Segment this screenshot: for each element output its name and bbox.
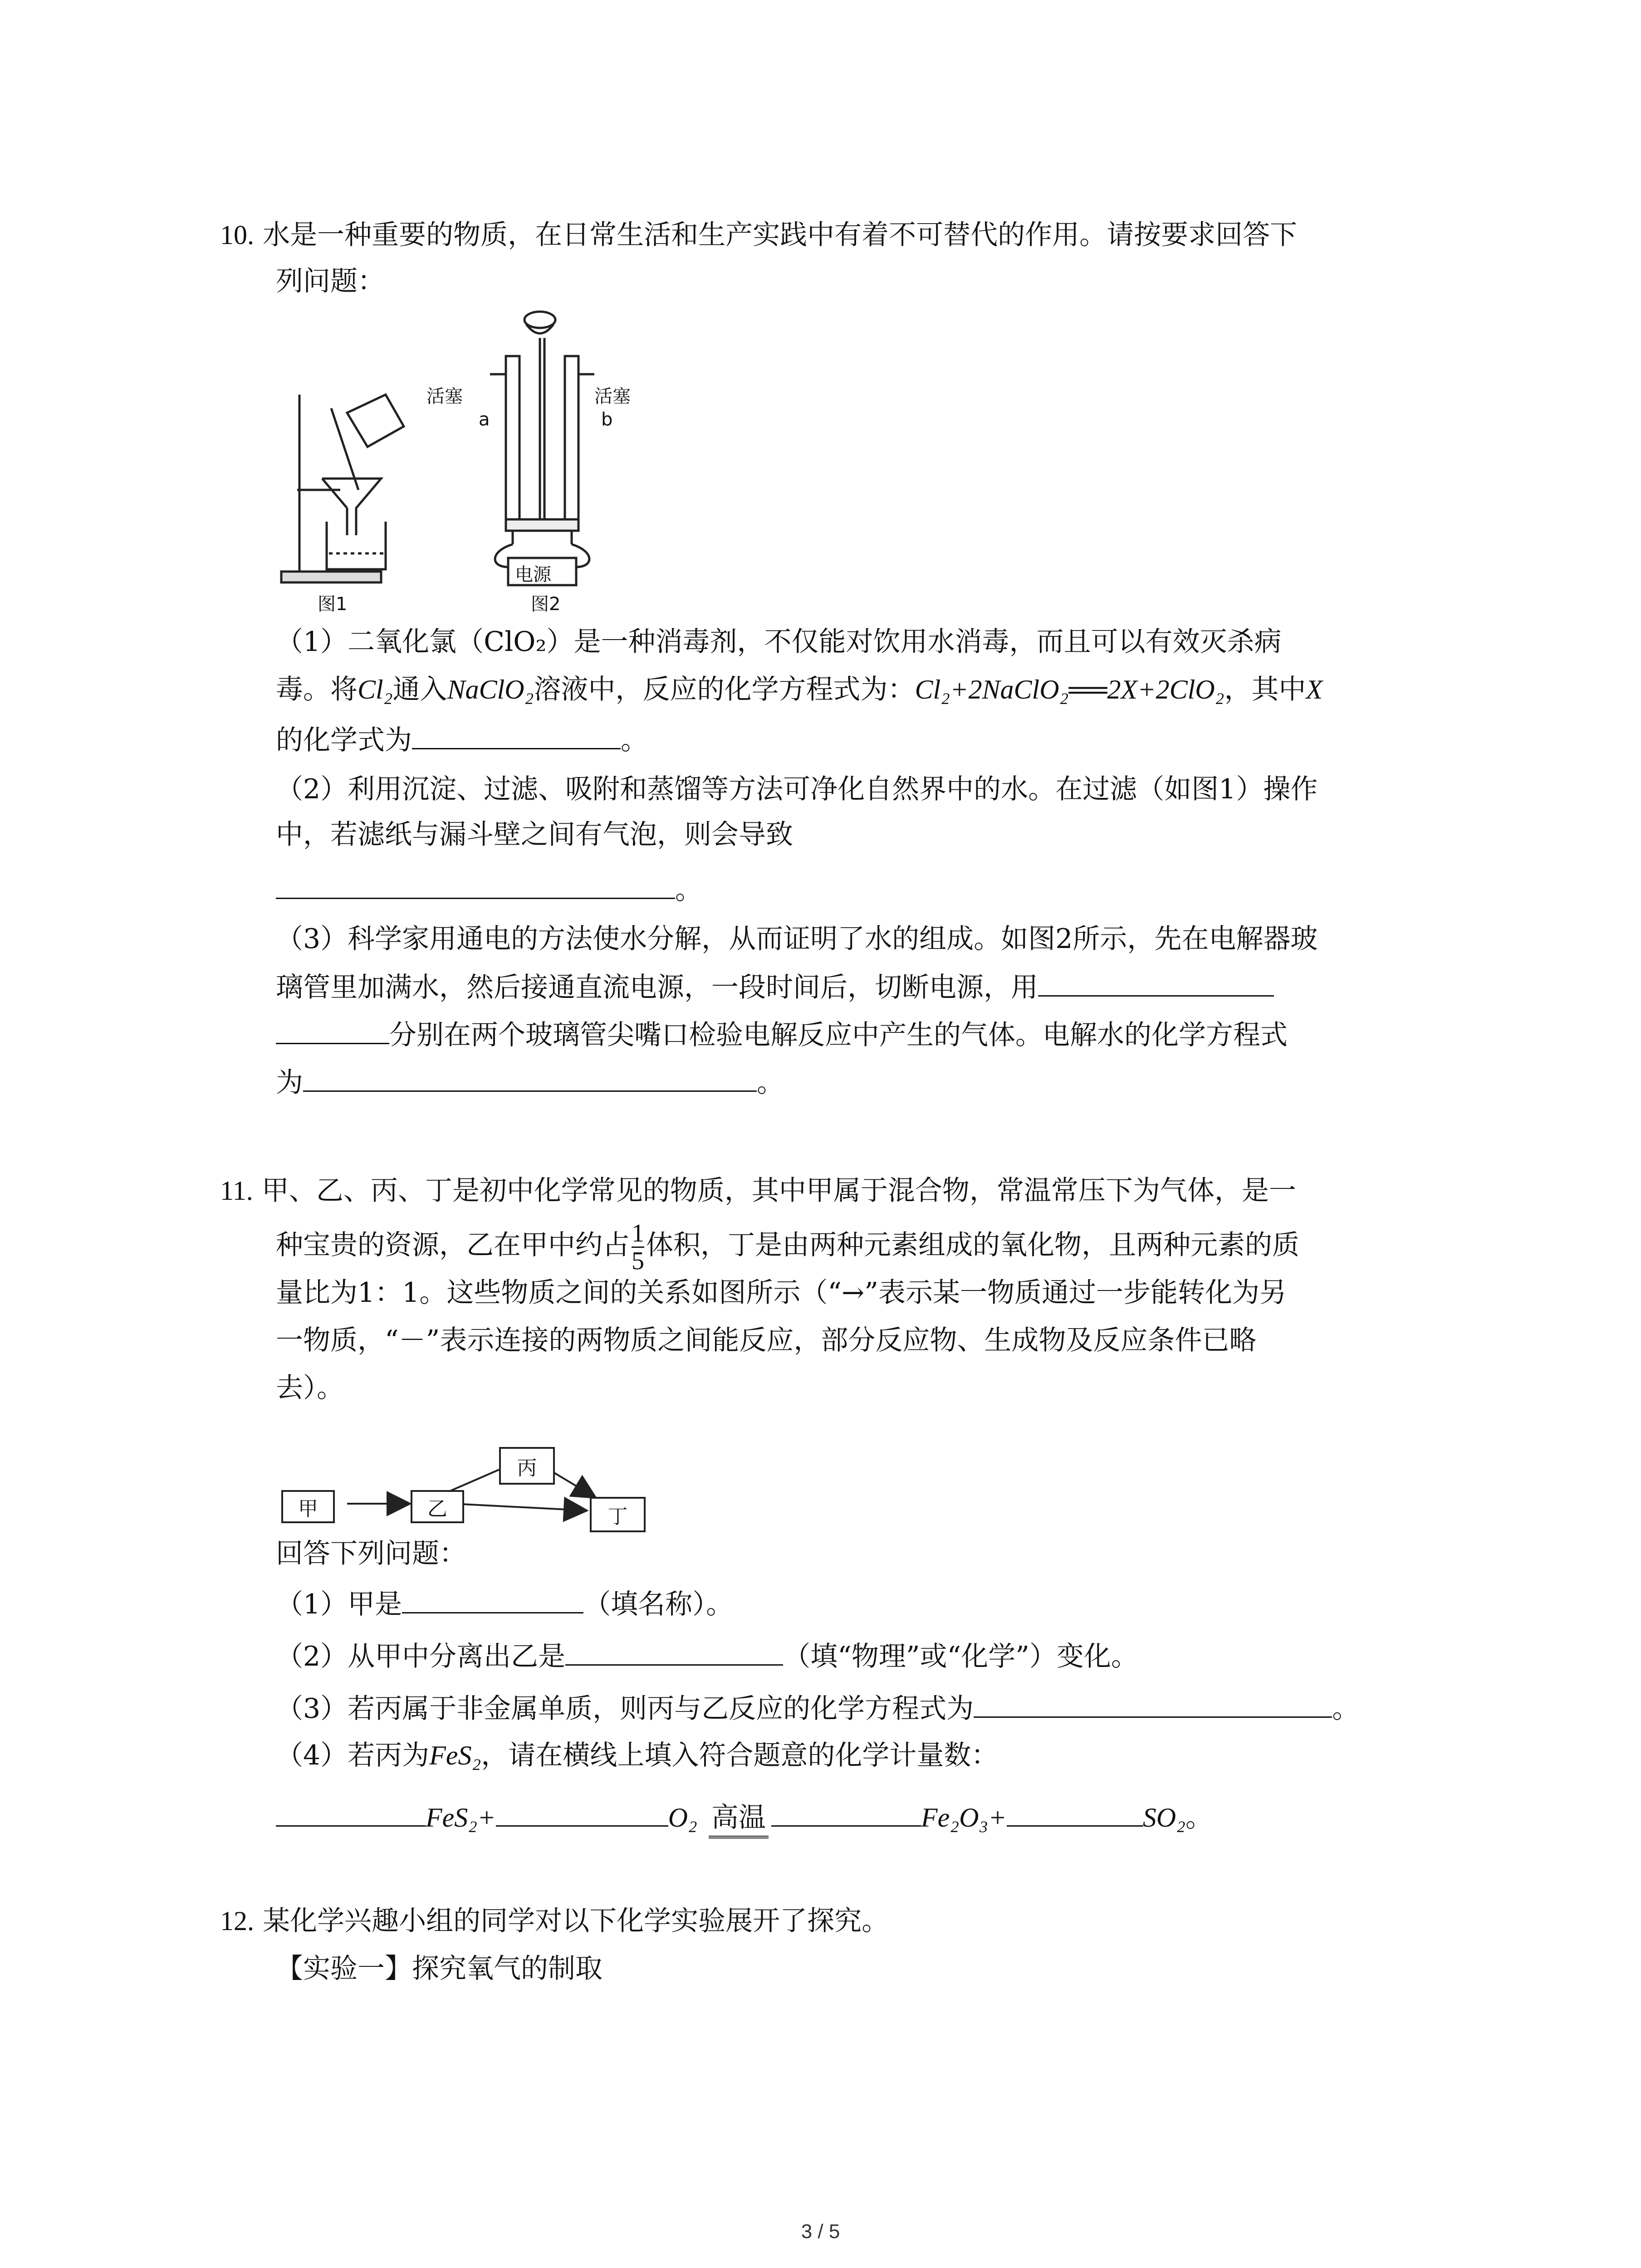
page-number: 3 / 5: [801, 2220, 840, 2243]
q11-line5: 去）。: [276, 1372, 344, 1404]
q11-prompt: 回答下列问题：: [276, 1538, 466, 1569]
q10-part3-reagent-blank[interactable]: [1038, 966, 1274, 997]
q10-part1-line2: 毒。将Cl₂通入NaClO₂溶液中，反应的化学方程式为：Cl₂+2NaClO₂══2X+2ClO₂，其中X: [276, 674, 1323, 705]
q10-stem-line1: [220, 217, 1297, 253]
q10-part2-line2: 中，若滤纸与漏斗壁之间有气泡，则会导致: [276, 819, 793, 850]
q10-part3-reagent-blank-cont[interactable]: [276, 1014, 389, 1044]
q11-sub2: （2）从甲中分离出乙是 （填“物理”或“化学”）变化。: [276, 1635, 1138, 1675]
q12-line2: 【实验一】探究氧气的制取: [276, 1953, 603, 1984]
q10-stem-text: 水是一种重要的物质，在日常生活和生产实践中有着不可替代的作用。请按要求回答下: [263, 219, 1298, 251]
q10-part1-line1: （1）二氧化氯（ClO₂）是一种消毒剂，不仅能对饮用水消毒，而且可以有效灭杀病: [276, 626, 1282, 658]
q10-part3-line4: 为 。: [276, 1061, 784, 1101]
figure-1-filtration: [272, 354, 408, 608]
coefficient-fe2o3-blank[interactable]: [771, 1796, 921, 1827]
q11-sub1: （1）甲是 （填名称）。: [276, 1583, 733, 1623]
q11-line2: 种宝贵的资源，乙在甲中约占 $\frac{1}{5}$ 体积，丁是由两种元素组成的氧化物，且两种元素的质: [276, 1219, 1299, 1275]
q11-sub1-answer-blank[interactable]: [402, 1583, 583, 1613]
q11-line4: 一物质，“－”表示连接的两物质之间能反应，部分反应物、生成物及反应条件已略: [276, 1325, 1257, 1356]
figure-2-letter-a: a: [479, 409, 490, 430]
q10-part1-answer-blank[interactable]: [412, 719, 621, 749]
figure-2-power-label: 电源: [515, 564, 551, 585]
q11-sub3: （3）若丙属于非金属单质，则丙与乙反应的化学方程式为 。: [276, 1687, 1359, 1727]
q10-part3-line2: 璃管里加满水，然后接通直流电源，一段时间后，切断电源，用: [276, 966, 1274, 1006]
reaction-condition-high-temp: 高温: [709, 1799, 769, 1838]
q11-number: 11.: [220, 1176, 253, 1206]
q10-part1-line3: 的化学式为 。: [276, 719, 648, 758]
diagram-node-yi: 乙: [411, 1490, 464, 1523]
coefficient-so2-blank[interactable]: [1007, 1796, 1143, 1827]
q12-number: 12.: [220, 1906, 254, 1936]
q11-line1: 11. 甲、乙、丙、丁是初中化学常见的物质，其中甲属于混合物，常温常压下为气体，是一: [220, 1175, 1296, 1207]
q10-part3-line1: （3）科学家用通电的方法使水分解，从而证明了水的组成。如图2所示，先在电解器玻: [276, 923, 1318, 955]
q11-line3: 量比为1：1。这些物质之间的关系如图所示（“→”表示某一物质通过一步能转化为另: [276, 1277, 1287, 1309]
q11-equation-line: FeS₂+ O₂ 高温 Fe₂O₃+ SO₂。: [276, 1796, 1213, 1838]
diagram-node-ding: 丁: [590, 1497, 646, 1532]
q10-part3-line3: 分别在两个玻璃管尖嘴口检验电解反应中产生的气体。电解水的化学方程式: [276, 1014, 1288, 1053]
q10-part3-equation-blank[interactable]: [303, 1061, 757, 1092]
q12-line1: 12. 某化学兴趣小组的同学对以下化学实验展开了探究。: [220, 1905, 889, 1937]
q10-part2-line1: （2）利用沉淀、过滤、吸附和蒸馏等方法可净化自然界中的水。在过滤（如图1）操作: [276, 773, 1318, 805]
figure-2-caption: 图2: [531, 594, 561, 615]
q10-stem-line2: 列问题：: [276, 265, 385, 297]
coefficient-o2-blank[interactable]: [496, 1796, 668, 1827]
coefficient-fes2-blank[interactable]: [276, 1796, 426, 1827]
figure-1-caption: 图1: [318, 594, 348, 615]
q10-part2-line3: 。: [276, 869, 702, 908]
q10-number: 10.: [220, 220, 254, 250]
q10-part2-answer-blank[interactable]: [276, 869, 675, 899]
fraction-one-fifth: $\frac{1}{5}$: [632, 1219, 644, 1275]
q11-sub4: （4）若丙为FeS₂，请在横线上填入符合题意的化学计量数：: [276, 1740, 999, 1771]
diagram-node-bing: 丙: [499, 1447, 555, 1485]
figure-2-electrolysis: [472, 306, 608, 592]
diagram-node-jia: 甲: [281, 1490, 335, 1523]
figure-2-label-left-stopcock: 活塞: [426, 386, 463, 407]
q11-sub3-answer-blank[interactable]: [974, 1687, 1332, 1718]
q11-sub2-answer-blank[interactable]: [565, 1635, 783, 1666]
figure-2-label-right-stopcock: 活塞: [594, 386, 631, 407]
figure-2-letter-b: b: [601, 409, 613, 430]
